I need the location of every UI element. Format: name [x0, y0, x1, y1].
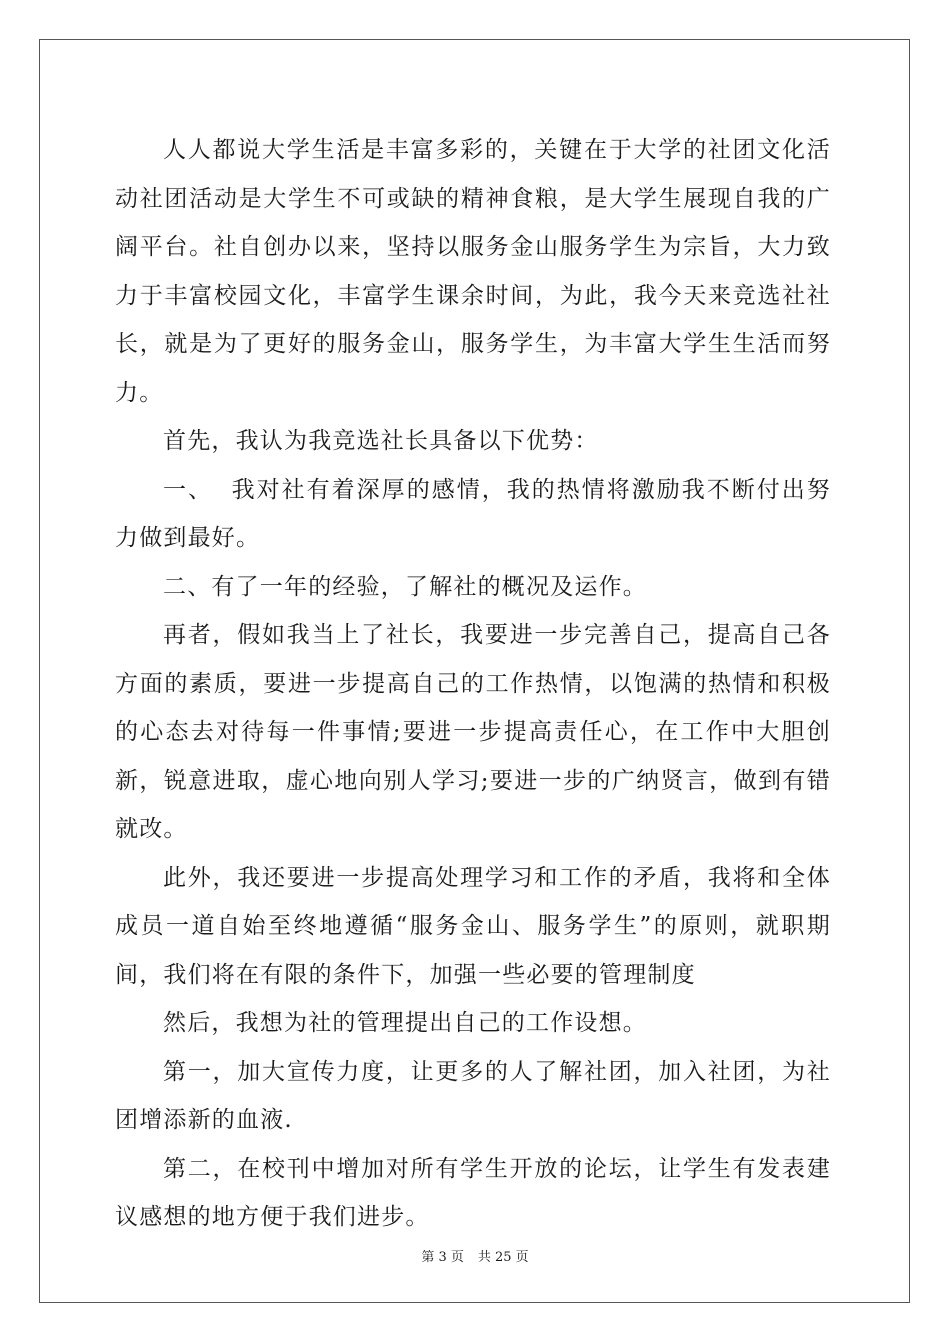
- page-number: 第 3 页: [421, 1250, 464, 1265]
- paragraph-plans: 再者，假如我当上了社长，我要进一步完善自己，提高自己各方面的素质，要进一步提高自己的工作热情，以饱满的热情和积极的心态去对待每一件事情;要进一步提高责任心，在工作中大胆创新，锐意进取，虚心地向别人学习;要进一步的广纳贤言，做到有错就改。: [115, 622, 831, 842]
- page-footer: [0, 1246, 950, 1265]
- paragraph-idea-two: 第二，在校刊中增加对所有学生开放的论坛，让学生有发表建议感想的地方便于我们进步。: [115, 1155, 831, 1230]
- paragraph-advantage-two: 二、有了一年的经验，了解社的概况及运作。: [163, 573, 647, 600]
- page-total: 共 25 页: [477, 1250, 529, 1265]
- paragraph-advantages-heading: 首先，我认为我竞选社长具备以下优势：: [163, 428, 599, 454]
- paragraph-idea-one: 第一，加大宣传力度，让更多的人了解社团，加入社团，为社团增添新的血液.: [115, 1058, 831, 1133]
- paragraph-ideas-heading: 然后，我想为社的管理提出自己的工作设想。: [163, 1010, 647, 1036]
- document-body: [115, 126, 831, 1242]
- paragraph-advantage-one: 一、 我对社有着深厚的感情，我的热情将激励我不断付出努力做到最好。: [115, 476, 831, 551]
- paragraph-intro: 人人都说大学生活是丰富多彩的，关键在于大学的社团文化活动社团活动是大学生不可或缺的精神食粮，是大学生展现自我的广阔平台。社自创办以来，坚持以服务金山服务学生为宗旨，大力致力于丰富校园文化，丰富学生课余时间，为此，我今天来竞选社社长，就是为了更好的服务金山，服务学生，为丰富大学生生活而努力。: [115, 137, 831, 406]
- paragraph-management: 此外，我还要进一步提高处理学习和工作的矛盾，我将和全体成员一道自始至终地遵循“服务金山、服务学生”的原则，就职期间，我们将在有限的条件下，加强一些必要的管理制度: [115, 864, 831, 988]
